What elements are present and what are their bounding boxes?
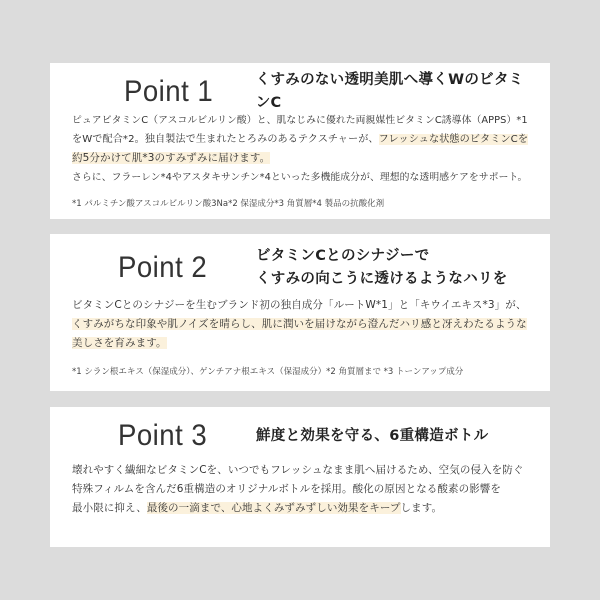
text-segment: さらに、フラーレン*4やアスタキサンチン*4といった多機能成分が、理想的な透明感ケアをサポート。 [72,172,528,183]
text-segment: 壊れやすく繊細なビタミンCを、いつでもフレッシュなまま肌へ届けるため、空気の侵入を防ぐ [72,464,524,476]
point-2-headline-line-2: くすみの向こうに透けるようなハリを [256,271,508,287]
point-1-footnote: *1 パルミチン酸アスコルビルリン酸3Na*2 保湿成分*3 角質層*4 製品の抗酸化剤 [72,199,385,209]
point-2-line-3 [72,334,528,353]
text-segment: ピュアビタミンC（アスコルビルリン酸）と、肌なじみに優れた両親媒性ビタミンC誘導体（APPS）*1 [72,115,528,126]
text-segment: 特殊フィルムを含んだ6重構造のオリジナルボトルを採用。酸化の原因となる酸素の影響を [72,483,501,495]
point-1-line-3 [72,149,528,168]
point-1-header [72,63,528,111]
point-2-line-1 [72,296,528,315]
point-1-line-2 [72,130,528,149]
point-3-label: Point 3 [118,419,208,452]
point-1-headline-line: くすみのない透明美肌へ導くWのビタミンC [255,72,524,111]
point-3-headline [256,425,488,448]
highlight-segment: くすみがちな印象や肌ノイズを晴らし、肌に潤いを届けながら澄んだハリ感と冴えわたるような [72,318,527,330]
point-3-line-3 [72,499,528,518]
point-1-line-1 [72,111,528,130]
point-2-headline-line-1: ビタミンCとのシナジーで [256,248,430,264]
point-3-line-2 [72,480,528,499]
point-2-description [72,296,528,353]
point-2-header [72,234,528,294]
point-1-label: Point 1 [124,75,214,108]
highlight-segment: 美しさを育みます。 [72,337,167,349]
text-segment: 最小限に抑え、 [72,502,147,514]
point-2-footnote: *1 シラン根エキス（保湿成分）、ゲンチアナ根エキス（保湿成分）*2 角質層まで *3 トーンアップ成分 [72,367,464,377]
point-2-headline [256,245,508,291]
point-3-header [72,407,528,457]
highlight-segment: 約5分かけて肌*3のすみずみに届けます。 [72,152,271,164]
point-1-description [72,111,528,187]
point-2-line-2 [72,315,528,334]
text-segment: します。 [400,502,443,514]
point-3-description [72,461,528,518]
point-1-card [50,63,550,219]
point-2-label: Point 2 [118,251,208,284]
highlight-segment: フレッシュな状態のビタミンCを [378,134,529,145]
text-segment: ビタミンCとのシナジーを生むブランド初の独自成分「ルートW*1」と「キウイエキス*3」が、 [72,299,527,311]
highlight-segment: 最後の一滴まで、心地よくみずみずしい効果をキープ [146,502,401,514]
point-3-line-1 [72,461,528,480]
point-1-headline [256,69,528,115]
point-2-card [50,234,550,391]
point-3-headline-line: 鮮度と効果を守る、6重構造ボトル [256,427,489,444]
text-segment: をWで配合*2。独自製法で生まれたとろみのあるテクスチャーが、 [72,134,379,145]
point-3-card [50,407,550,547]
point-1-line-4 [72,168,528,187]
